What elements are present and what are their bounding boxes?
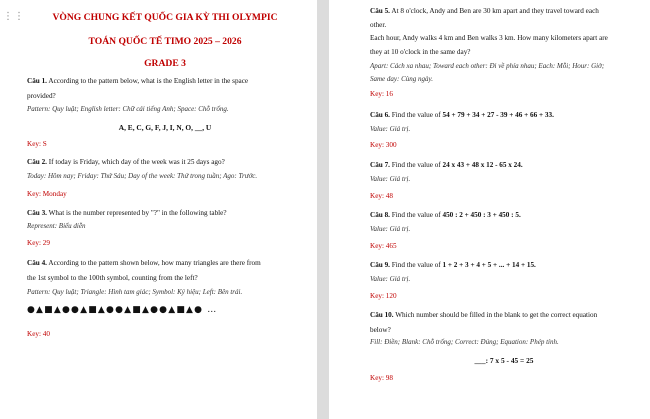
question-9-label: Câu 9. bbox=[370, 261, 390, 269]
question-2-label: Câu 2. bbox=[27, 158, 47, 166]
question-7-expression: 24 x 43 + 48 x 12 - 65 x 24. bbox=[442, 161, 523, 169]
question-10-line-1 bbox=[370, 308, 638, 323]
question-5-line-4: they at 10 o'clock in the same day? bbox=[370, 48, 471, 56]
question-6-text: Find the value of bbox=[389, 111, 443, 119]
question-9-gloss: Value: Giá trị. bbox=[370, 275, 411, 283]
question-3-text: What is the number represented by "?" in the following table? bbox=[46, 209, 227, 217]
question-5-text: At 8 o'clock, Andy and Ben are 30 km apart and they travel toward each bbox=[389, 7, 599, 15]
question-9-key: Key: 120 bbox=[370, 292, 397, 300]
question-6-label: Câu 6. bbox=[370, 111, 390, 119]
question-2-line bbox=[27, 155, 303, 170]
question-1-label: Câu 1. bbox=[27, 77, 47, 85]
question-8-key: Key: 465 bbox=[370, 242, 397, 250]
page-gap bbox=[317, 0, 329, 419]
question-2-key: Key: Monday bbox=[27, 190, 67, 198]
question-7-text: Find the value of bbox=[389, 161, 443, 169]
question-6-expression: 54 + 79 + 34 + 27 - 39 + 46 + 66 + 33. bbox=[442, 111, 554, 119]
question-5-line-2: other. bbox=[370, 21, 387, 29]
question-9-text: Find the value of bbox=[389, 261, 443, 269]
question-5-gloss-2: Same day: Cùng ngày. bbox=[370, 75, 433, 83]
question-9-line bbox=[370, 258, 638, 273]
question-4-symbol-sequence: ●▲■▲●●▲■▲●●▲■▲●●▲■▲● … bbox=[27, 305, 218, 315]
question-10-gloss: Fill: Điền; Blank: Chỗ trống; Correct: Đúng; Equation: Phép tính. bbox=[370, 338, 559, 346]
title-line-1: VÒNG CHUNG KẾT QUỐC GIA KỲ THI OLYMPIC bbox=[52, 12, 278, 23]
question-10-key: Key: 98 bbox=[370, 374, 393, 382]
question-7-label: Câu 7. bbox=[370, 161, 390, 169]
drag-handle-icon[interactable]: ⋮⋮ bbox=[3, 11, 25, 22]
question-6-key: Key: 300 bbox=[370, 141, 397, 149]
question-3-line bbox=[27, 206, 303, 221]
question-9-expression: 1 + 2 + 3 + 4 + 5 + ... + 14 + 15. bbox=[442, 261, 536, 269]
question-3-gloss: Represent: Biểu diễn bbox=[27, 222, 86, 230]
question-1-line-2: provided? bbox=[27, 92, 56, 100]
question-8-label: Câu 8. bbox=[370, 211, 390, 219]
question-5-key: Key: 16 bbox=[370, 90, 393, 98]
question-5-label: Câu 5. bbox=[370, 7, 390, 15]
question-6-line bbox=[370, 108, 638, 123]
question-8-text: Find the value of bbox=[389, 211, 443, 219]
title-line-2: TOÁN QUỐC TẾ TIMO 2025 – 2026 bbox=[88, 36, 242, 47]
question-7-key: Key: 48 bbox=[370, 192, 393, 200]
question-4-text: According to the pattern shown below, how many triangles are there from bbox=[46, 259, 261, 267]
question-5-line-3: Each hour, Andy walks 4 km and Ben walks 3 km. How many kilometers apart are bbox=[370, 34, 608, 42]
question-1-sequence: A, E, C, G, F, J, I, N, O, __, U bbox=[118, 123, 212, 132]
question-10-line-2: below? bbox=[370, 326, 391, 334]
question-7-gloss: Value: Giá trị. bbox=[370, 175, 411, 183]
question-5-gloss-1: Apart: Cách xa nhau; Toward each other: Đi về phía nhau; Each: Mỗi; Hour: Giờ; bbox=[370, 62, 605, 70]
question-4-label: Câu 4. bbox=[27, 259, 47, 267]
grade-heading: GRADE 3 bbox=[144, 58, 186, 69]
question-7-line bbox=[370, 158, 638, 173]
document-page-right bbox=[329, 0, 650, 419]
question-5-line-1 bbox=[370, 4, 638, 19]
question-1-gloss: Pattern: Quy luật; English letter: Chữ cái tiếng Anh; Space: Chỗ trống. bbox=[27, 105, 229, 113]
document-page-left bbox=[0, 0, 317, 419]
question-4-gloss: Pattern: Quy luật; Triangle: Hình tam giác; Symbol: Ký hiệu; Left: Bên trái. bbox=[27, 288, 243, 296]
question-10-equation: ___: 7 x 5 - 45 = 25 bbox=[474, 356, 534, 365]
question-10-label: Câu 10. bbox=[370, 311, 394, 319]
question-4-line-1 bbox=[27, 256, 303, 271]
question-4-line-2: the 1st symbol to the 100th symbol, counting from the left? bbox=[27, 274, 198, 282]
question-10-text: Which number should be filled in the blank to get the correct equation bbox=[393, 311, 598, 319]
question-1-key: Key: S bbox=[27, 140, 47, 148]
question-8-expression: 450 : 2 + 450 : 3 + 450 : 5. bbox=[442, 211, 521, 219]
question-3-label: Câu 3. bbox=[27, 209, 47, 217]
question-2-gloss: Today: Hôm nay; Friday: Thứ Sáu; Day of the week: Thứ trong tuần; Ago: Trước. bbox=[27, 172, 258, 180]
question-1-text: According to the pattern below, what is the English letter in the space bbox=[46, 77, 249, 85]
question-1-line-1 bbox=[27, 74, 303, 89]
question-2-text: If today is Friday, which day of the week was it 25 days ago? bbox=[46, 158, 225, 166]
question-8-gloss: Value: Giá trị. bbox=[370, 225, 411, 233]
question-3-key: Key: 29 bbox=[27, 239, 50, 247]
question-8-line bbox=[370, 208, 638, 223]
question-6-gloss: Value: Giá trị. bbox=[370, 125, 411, 133]
question-4-key: Key: 40 bbox=[27, 330, 50, 338]
